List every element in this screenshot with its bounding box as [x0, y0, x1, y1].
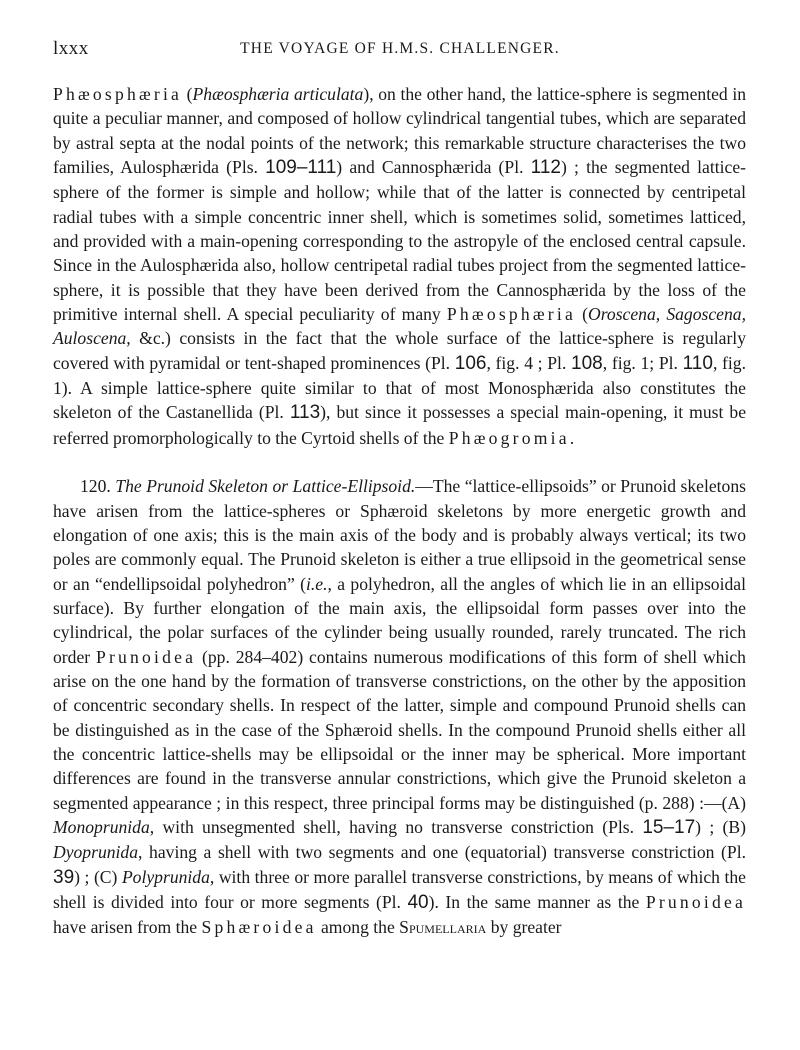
page-header [0, 38, 800, 64]
plate-reference: 108 [571, 352, 603, 374]
plate-reference: 15–17 [642, 816, 696, 838]
text-run: ( [182, 84, 193, 104]
text-run: . [569, 427, 575, 448]
text-run: ) ; (C) [74, 866, 122, 887]
plate-reference: 40 [407, 892, 429, 913]
spaced-term: Phæosphæria [446, 304, 576, 325]
text-run: ), but since it possesses a special main-opening, it must be referred promorphologically to the Cyrtoid shells of the [53, 402, 746, 448]
paragraph-prunoid-skeleton [53, 474, 746, 940]
italic-text: Dyoprunida [53, 842, 139, 863]
text-run: , with three or more parallel transverse constrictions, by means of which the shell is divided into four or more segments (Pl. [53, 866, 746, 912]
italic-text: Oroscena, Sagoscena, Auloscena, [53, 304, 746, 349]
text-run: , a polyhedron, all the angles of which lie in an ellipsoidal surface). By further elongation of the main axis, the ellipsoidal form passes over into the cylindrical, the polar surfaces of the cylinder being usually rounded, rarely truncated. The rich order [53, 573, 746, 667]
text-run: —The “lattice-ellipsoids” or Prunoid skeletons have arisen from the lattice-spheres or Sphæroid skeletons by more energetic growth and elongation of one axis; this is the main axis of the body and is probably always vertical; its two poles are commonly equal. The Prunoid skeleton is either a true ellipsoid in the geometrical sense or an “endellipsoidal polyhedron” ( [53, 476, 747, 594]
running-head: THE VOYAGE OF H.M.S. CHALLENGER. [240, 40, 560, 57]
text-run: ) and Cannosphærida (Pl. [336, 157, 531, 178]
text-run: among the [316, 917, 400, 938]
plate-reference: 39 [53, 866, 75, 888]
italic-text: i.e. [306, 573, 328, 594]
text-run: ) ; the segmented lattice-sphere of the former is simple and hollow; while that of the latter is connected by centripetal radial tubes with a simple concentric inner shell, which is sometimes solid, sometimes latticed, and provided with a main-opening corresponding to the astropyle of the enclosed central capsule. Since in the Aulosphærida also, hollow centripetal radial tubes project from the segmented lattice-sphere, it is possible that they have been derived from the Cannosphærida by the loss of the primitive internal shell. A special peculiarity of many [53, 157, 746, 325]
plate-reference: 110 [682, 352, 713, 374]
plate-reference: 112 [530, 157, 561, 179]
italic-text: The Prunoid Skeleton or Lattice-Ellipsoid. [115, 476, 416, 497]
text-run: by greater [486, 917, 562, 938]
text-run: 120. [80, 476, 116, 497]
page-number: lxxx [53, 38, 89, 59]
text-run: , fig. 4 ; Pl. [486, 352, 572, 373]
text-run: ( [575, 304, 588, 325]
italic-text: Phæosphæria articulata [192, 84, 364, 104]
spaced-term: Phæogromia [448, 427, 570, 448]
spaced-term: Phæosphæria [53, 84, 183, 104]
text-run: , fig. 1). A simple lattice-sphere quite similar to that of most Monosphærida also constitutes the skeleton of the Castanellida (Pl. [53, 352, 746, 423]
spaced-term: Sphæroidea [201, 917, 317, 938]
text-run: , with unsegmented shell, having no transverse constriction (Pls. [149, 816, 643, 837]
plate-reference: 106 [454, 352, 487, 374]
paragraph-phaeosphaeria [53, 82, 746, 450]
text-run: (pp. 284–402) contains numerous modifications of this form of shell which arise on the one hand by the formation of transverse constrictions, on the other by the apposition of concentric secondary shells. In respect of the latter, simple and compound Prunoid shells can be distinguished as in the case of the Sphæroid shells. In the compound Prunoid shells either all the concentric lattice-shells may be ellipsoidal or the inner may be spherical. More important differences are found in the transverse annular constrictions, which give the Prunoid skeleton a segmented appearance ; in this respect, three principal forms may be distinguished (p. 288) :—(A) [53, 646, 746, 813]
italic-text: Monoprunida [53, 816, 150, 837]
spaced-term: Prunoidea [645, 892, 746, 912]
text-run: , having a shell with two segments and one (equatorial) transverse constriction (Pl. [138, 842, 746, 863]
text-run: , fig. 1; Pl. [602, 352, 683, 373]
text-run: &c.) consists in the fact that the whole surface of the lattice-sphere is regularly covered with pyramidal or tent-shaped prominences (Pl. [53, 328, 746, 373]
text-run: ), on the other hand, the lattice-sphere is segmented in quite a peculiar manner, and composed of hollow cylindrical tangential tubes, which are separated by astral septa at the nodal points of the network; this remarkable structure characterises the two families, Aulosphærida (Pls. [53, 84, 747, 178]
text-run: ). In the same manner as the [428, 892, 646, 912]
italic-text: Polyprunida [121, 866, 210, 887]
plate-reference: 113 [289, 402, 321, 424]
text-run: ) ; (B) [695, 816, 746, 837]
spaced-term: Prunoidea [96, 646, 197, 667]
small-caps-term: Spumellaria [399, 917, 487, 938]
text-run: have arisen from the [53, 917, 202, 938]
plate-reference: 109–111 [265, 157, 337, 179]
body-text [53, 82, 746, 940]
